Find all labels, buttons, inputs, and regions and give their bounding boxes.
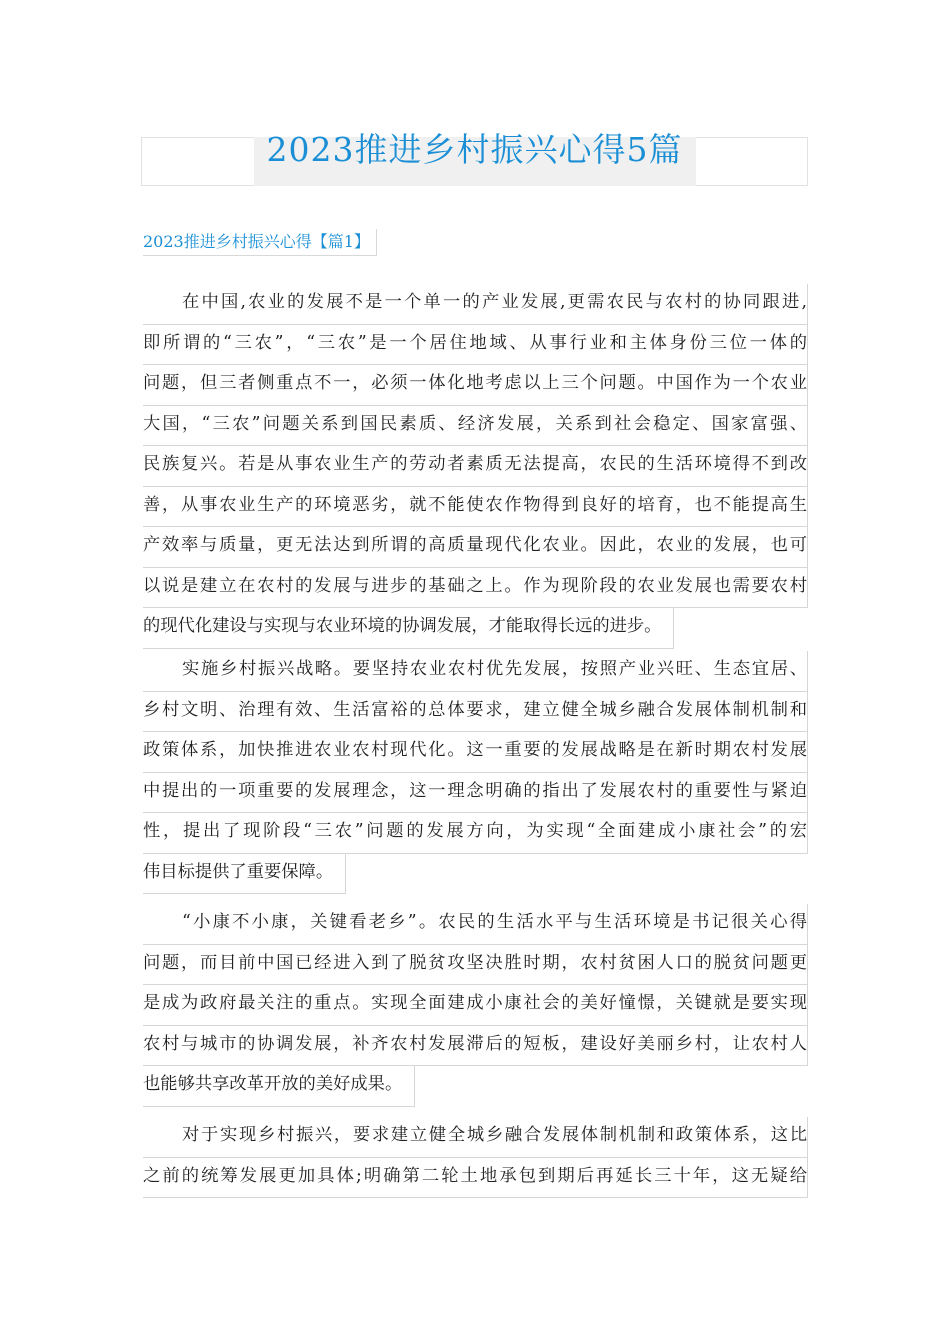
paragraph-line: 乡村文明、治理有效、生活富裕的总体要求，建立健全城乡融合发展体制机制和: [143, 692, 808, 733]
paragraph-line: 大国，“三农”问题关系到国民素质、经济发展，关系到社会稳定、国家富强、: [143, 406, 808, 447]
paragraph-1: [143, 284, 808, 653]
document-title: 2023推进乡村振兴心得5篇: [266, 130, 683, 169]
paragraph-line: 以说是建立在农村的发展与进步的基础之上。作为现阶段的农业发展也需要农村: [143, 568, 808, 609]
paragraph-line: 性，提出了现阶段“三农”问题的发展方向，为实现“全面建成小康社会”的宏: [143, 813, 808, 854]
paragraph-line: 实施乡村振兴战略。要坚持农业农村优先发展，按照产业兴旺、生态宜居、: [143, 651, 808, 692]
paragraph-line: 的现代化建设与实现与农业环境的协调发展，才能取得长远的进步。: [143, 608, 674, 649]
paragraph-4: [143, 1117, 808, 1198]
paragraph-line: 中提出的一项重要的发展理念，这一理念明确的指出了发展农村的重要性与紧迫: [143, 773, 808, 814]
paragraph-line: 是成为政府最关注的重点。实现全面建成小康社会的美好憧憬，关键就是要实现: [143, 985, 808, 1026]
paragraph-line: 农村与城市的协调发展，补齐农村发展滞后的短板，建设好美丽乡村，让农村人: [143, 1026, 808, 1067]
paragraph-2: [143, 651, 808, 898]
paragraph-line: 之前的统筹发展更加具体;明确第二轮土地承包到期后再延长三十年，这无疑给: [143, 1158, 808, 1199]
paragraph-line: 对于实现乡村振兴，要求建立健全城乡融合发展体制机制和政策体系，这比: [143, 1117, 808, 1158]
paragraph-line: 民族复兴。若是从事农业生产的劳动者素质无法提高，农民的生活环境得不到改: [143, 446, 808, 487]
paragraph-line: 产效率与质量，更无法达到所谓的高质量现代化农业。因此，农业的发展，也可: [143, 527, 808, 568]
paragraph-line: “小康不小康，关键看老乡”。农民的生活水平与生活环境是书记很关心得: [143, 904, 808, 945]
paragraph-line: 善，从事农业生产的环境恶劣，就不能使农作物得到良好的培育，也不能提高生: [143, 487, 808, 528]
paragraph-line: 问题，而目前中国已经进入到了脱贫攻坚决胜时期，农村贫困人口的脱贫问题更: [143, 945, 808, 986]
paragraph-3: [143, 904, 808, 1111]
paragraph-line: 也能够共享改革开放的美好成果。: [143, 1066, 415, 1107]
paragraph-line: 即所谓的“三农”，“三农”是一个居住地域、从事行业和主体身份三位一体的: [143, 325, 808, 366]
paragraph-line: 在中国,农业的发展不是一个单一的产业发展,更需农民与农村的协同跟进,: [143, 284, 808, 325]
paragraph-line: 伟目标提供了重要保障。: [143, 854, 346, 895]
section-heading: 2023推进乡村振兴心得【篇1】: [143, 229, 377, 256]
paragraph-line: 政策体系，加快推进农业农村现代化。这一重要的发展战略是在新时期农村发展: [143, 732, 808, 773]
paragraph-line: 问题，但三者侧重点不一，必须一体化地考虑以上三个问题。中国作为一个农业: [143, 365, 808, 406]
